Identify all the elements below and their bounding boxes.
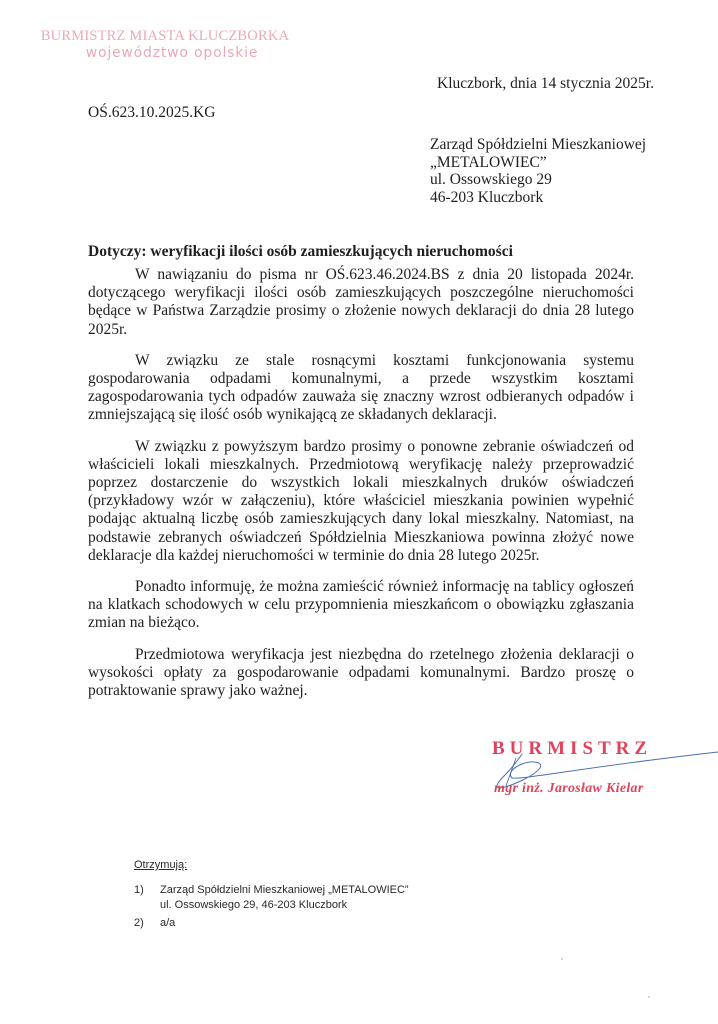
body-paragraph: Ponadto informuję, że można zamieścić również informację na tablicy ogłoszeń na klatkach schodowych w celu przypomnienia mieszkańcom o obowiązku zgłaszania zmian na bieżąco. bbox=[88, 578, 634, 632]
distribution-item-line: a/a bbox=[160, 917, 176, 929]
letter-body bbox=[88, 266, 634, 713]
recipient-line: 46-203 Kluczbork bbox=[430, 188, 544, 206]
distribution-item-number: 1) bbox=[134, 884, 144, 896]
recipient-line: ul. Ossowskiego 29 bbox=[430, 171, 552, 188]
distribution-item-number: 2) bbox=[134, 917, 144, 929]
body-paragraph: Przedmiotowa weryfikacja jest niezbędna do rzetelnego złożenia deklaracji o wysokości opłaty za gospodarowanie odpadami komunalnymi. Bardzo proszę o potraktowanie sprawy jako ważnej. bbox=[88, 645, 634, 700]
scan-speck bbox=[648, 996, 650, 998]
signature-block bbox=[482, 738, 718, 808]
body-paragraph: W nawiązaniu do pisma nr OŚ.623.46.2024.BS z dnia 20 listopada 2024r. dotyczącego weryfikacji ilości osób zamieszkujących poszczególne nieruchomości będące w Państwa Zarządzie prosimy o złożenie nowych deklaracji do dnia 28 lutego 2025r. bbox=[88, 266, 634, 338]
stamp-region: województwo opolskie bbox=[85, 45, 259, 61]
reference-number: OŚ.623.10.2025.KG bbox=[88, 104, 216, 121]
distribution-list bbox=[134, 859, 409, 931]
office-header-stamp bbox=[40, 28, 290, 62]
scan-speck bbox=[561, 958, 563, 960]
signature-title-stamp: BURMISTRZ bbox=[492, 738, 653, 759]
signatory-name-stamp: mgr inż. Jarosław Kielar bbox=[494, 781, 644, 796]
place-and-date: Kluczbork, dnia 14 stycznia 2025r. bbox=[437, 75, 654, 92]
distribution-heading: Otrzymują: bbox=[134, 859, 188, 871]
distribution-item-line: ul. Ossowskiego 29, 46-203 Kluczbork bbox=[160, 899, 348, 911]
body-paragraph: W związku ze stale rosnącymi kosztami funkcjonowania systemu gospodarowania odpadami komunalnymi, a przede wszystkim kosztami zagospodarowania tych odpadów zauważa się znaczny wzrost odbieranych odpadów i zmniejszającą się ilość osób wynikającą ze składanych deklaracji. bbox=[88, 351, 634, 424]
handwritten-signature-icon bbox=[482, 738, 718, 808]
stamp-office-name: BURMISTRZ MIASTA KLUCZBORKA bbox=[40, 28, 290, 44]
recipient-line: Zarząd Spółdzielni Mieszkaniowej bbox=[430, 136, 647, 153]
recipient-line: „METALOWIEC” bbox=[430, 153, 547, 171]
distribution-item-line: Zarząd Spółdzielni Mieszkaniowej „METALOWIEC” bbox=[160, 884, 409, 896]
letter-subject: Dotyczy: weryfikacji ilości osób zamieszkujących nieruchomości bbox=[88, 243, 513, 260]
distribution-item bbox=[134, 916, 409, 931]
distribution-item bbox=[134, 883, 409, 913]
recipient-address bbox=[430, 136, 646, 206]
body-paragraph: W związku z powyższym bardzo prosimy o ponowne zebranie oświadczeń od właścicieli lokali mieszkalnych. Przedmiotową weryfikację należy przeprowadzić poprzez dostarczenie do wszystkich lokali mieszkalnych druków oświadczeń (przykładowy wzór w załączeniu), które właściciel mieszkania powinien wypełnić podając aktualną liczbę osób zamieszkujących dany lokal mieszkalny. Natomiast, na podstawie zebranych oświadczeń Spółdzielnia Mieszkaniowa powinna złożyć nowe deklaracje dla każdej nieruchomości w terminie do dnia 28 lutego 2025r. bbox=[88, 437, 634, 564]
